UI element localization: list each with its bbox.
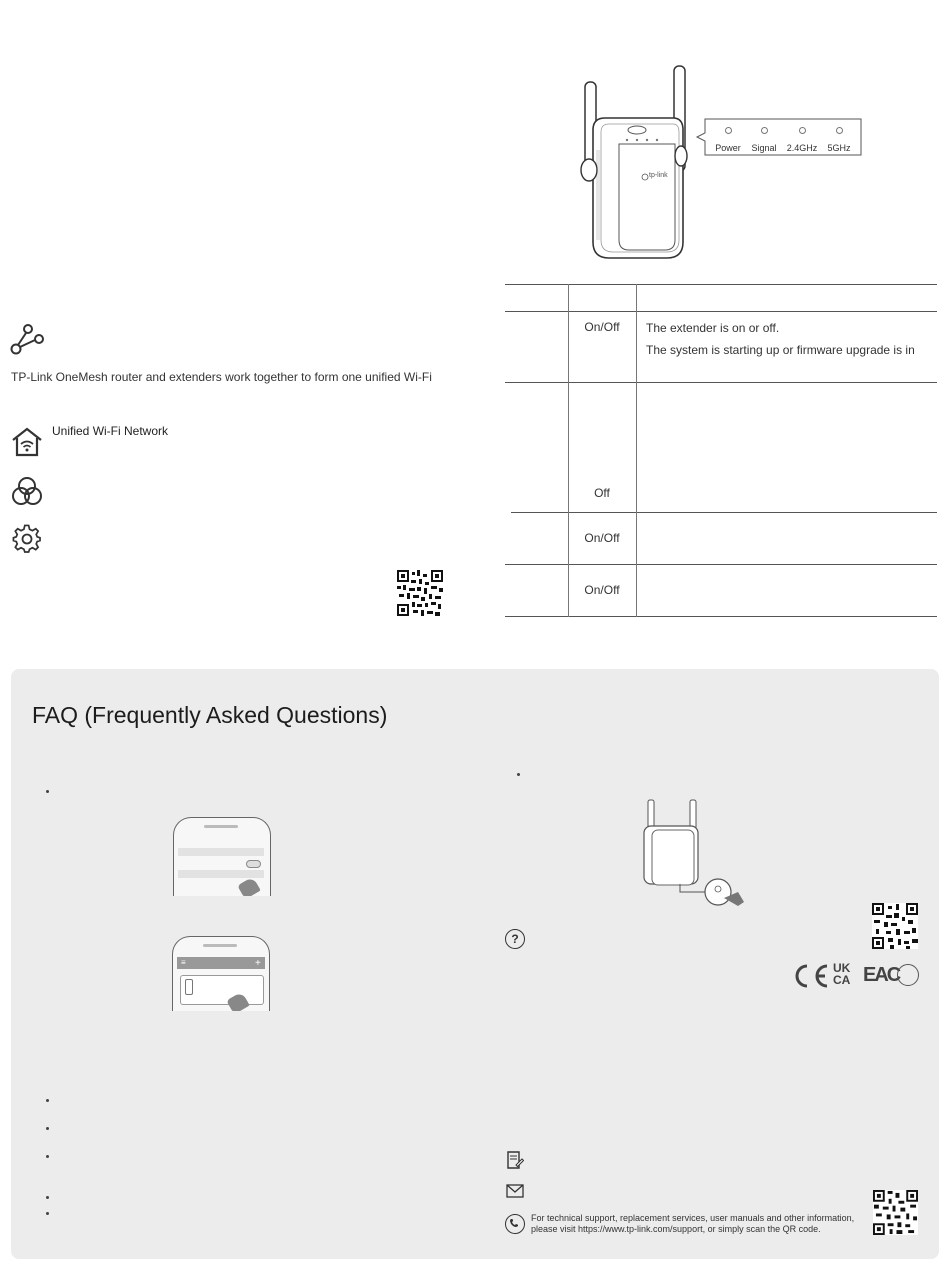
support-text-line-2: please visit https://www.tp-link.com/support, or simply scan the QR code.	[531, 1224, 821, 1234]
ce-mark-icon	[797, 966, 807, 986]
led-table	[505, 284, 937, 617]
led-row-3-status: On/Off	[584, 531, 620, 545]
bullet	[517, 773, 520, 776]
menu-icon: ≡	[181, 958, 186, 967]
eac-mark: EAC	[863, 964, 900, 986]
bullet	[46, 1155, 49, 1158]
led-row-1-status: On/Off	[584, 320, 620, 334]
plus-icon: +	[255, 958, 261, 969]
home-wifi-icon	[11, 426, 43, 458]
24ghz-led-icon	[799, 127, 806, 134]
led-signal	[748, 127, 780, 156]
bullet	[46, 1196, 49, 1199]
mesh-icon	[10, 322, 46, 356]
extender-illustration	[575, 60, 695, 265]
recycle-mark-icon	[897, 964, 919, 986]
phone-app-illustration	[172, 936, 270, 1011]
bullet	[46, 1099, 49, 1102]
circles-icon	[11, 476, 43, 508]
toggle-icon	[246, 860, 261, 868]
qr-code	[873, 1190, 918, 1235]
5ghz-led-icon	[836, 127, 843, 134]
bullet	[46, 790, 49, 793]
led-label-24ghz: 2.4GHz	[786, 143, 818, 153]
hand-pointer-icon	[237, 877, 261, 896]
led-label-signal: Signal	[751, 143, 777, 153]
faq-title: FAQ (Frequently Asked Questions)	[32, 702, 388, 728]
mail-icon	[506, 1184, 524, 1198]
led-label-power: Power	[715, 143, 741, 153]
led-5ghz	[823, 127, 855, 156]
onemesh-description: TP-Link OneMesh router and extenders work together to form one unified Wi-Fi	[11, 370, 432, 384]
device-logo: tp-link	[649, 172, 668, 179]
bullet	[46, 1127, 49, 1130]
led-callout	[695, 117, 863, 157]
unified-wifi-title: Unified Wi-Fi Network	[52, 424, 169, 438]
led-24ghz	[784, 127, 820, 156]
extender-button-illustration	[640, 798, 755, 908]
power-led-icon	[725, 127, 732, 134]
bullet	[46, 1212, 49, 1215]
qr-code	[397, 570, 443, 616]
led-row-2-status: Off	[594, 486, 610, 500]
signal-led-icon	[761, 127, 768, 134]
led-row-4-status: On/Off	[584, 583, 620, 597]
led-row-1-desc-1: The extender is on or off.	[646, 321, 780, 335]
led-row-1-desc-2: The system is starting up or firmware upgrade is in	[646, 343, 915, 357]
led-label-5ghz: 5GHz	[827, 143, 851, 153]
support-text-line-1: For technical support, replacement services, user manuals and other information,	[531, 1213, 855, 1223]
help-icon: ?	[505, 929, 525, 949]
phone-icon	[505, 1214, 525, 1234]
led-power	[713, 127, 743, 156]
qr-code	[872, 903, 918, 949]
phone-settings-illustration	[173, 817, 271, 896]
gear-icon	[12, 524, 42, 554]
note-icon	[506, 1151, 524, 1171]
ukca-mark: UK CA	[833, 961, 851, 987]
certification-marks	[793, 961, 919, 991]
device-thumbnail-icon	[185, 979, 193, 995]
